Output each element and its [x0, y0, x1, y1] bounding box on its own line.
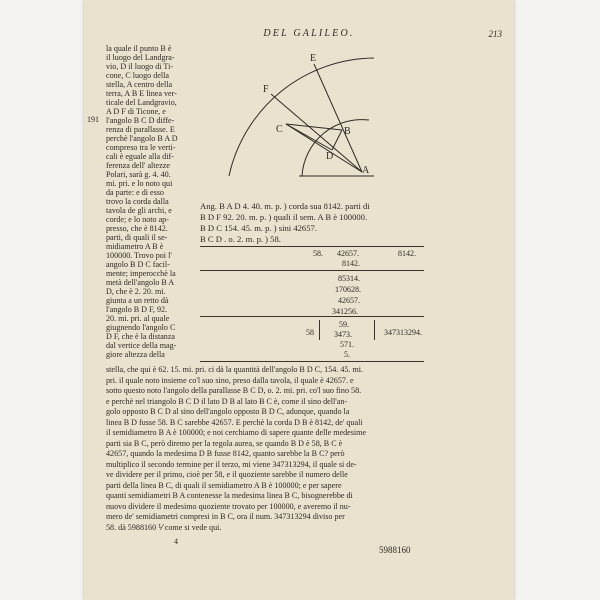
left-column-line: metà dell'angolo B A — [106, 278, 175, 287]
left-column-line: stella, A centro della — [106, 80, 173, 89]
geometric-diagram — [224, 50, 374, 180]
page-content — [84, 0, 514, 600]
left-column-line: mi. pri. e lo noto qui — [106, 179, 173, 188]
left-column-line: angolo B D C facil- — [106, 260, 170, 269]
left-column-line: terra, A B E linea ver- — [106, 89, 177, 98]
body-line: multiplico il secondo termine per il terzo, mi viene 347313294, il quale si de- — [106, 459, 357, 469]
left-column-line: renza di parallasse. E — [106, 125, 175, 134]
left-column-line: l'angolo B C D diffe- — [106, 116, 175, 125]
left-column-line: vio, D il luogo di Ti- — [106, 62, 174, 71]
body-line: 58. dà 5988160 ⅟ come si vede qui. — [106, 522, 222, 532]
label-D: D — [326, 151, 334, 162]
left-column-line: giunta a un retto dà — [106, 296, 169, 305]
left-column-line: presso, che è 8142. — [106, 224, 168, 233]
divisor: 58 — [306, 328, 314, 337]
left-column-line: A D F di Ticone, e — [106, 107, 166, 116]
outer-arc — [229, 58, 374, 176]
body-line: 42657, quando la medesima D B fusse 8142, quanto sarebbe la B C? però — [106, 449, 345, 458]
dividend: 42657. — [337, 249, 359, 258]
left-column-line: giugnendo l'angolo C — [106, 323, 176, 332]
body-line: ve dividere per il primo, cioè per 58, e il quoziente sarebbe il numero delle — [106, 470, 348, 479]
line-AE — [314, 64, 362, 172]
multiplier: 8142. — [342, 259, 360, 268]
left-column-line: ticale del Landgravio, — [106, 98, 177, 107]
body-line: golo opposto B C D al sino dell'angolo opposto B D C, adunque, quando la — [106, 407, 350, 416]
angle-row: B C D . o. 2. m. p. ) 58. — [200, 234, 281, 244]
body-line: quanti semidiametri B A contenesse la medesima linea B C, bisognerebbe di — [106, 491, 353, 500]
left-column-line: D F, che è la distanza — [106, 332, 176, 341]
margin-note: 191 — [87, 115, 99, 124]
body-line: stella, che qui è 62. 15. mi. pri. ci dà la quantità dell'angolo B D C, 154. 45. mi. — [106, 365, 364, 374]
body-line: pri. il quale noto insieme co'l suo sino, preso dalla tavola, il quale è 42657. e — [106, 375, 354, 385]
left-column-line: il luogo del Landgra- — [106, 53, 175, 62]
remainder: 3473. — [334, 330, 352, 339]
label-B: B — [344, 126, 351, 137]
remainder: 571. — [340, 340, 354, 349]
product: 347313294. — [384, 328, 422, 337]
angle-row: Ang. B A D 4. 40. m. p. ) corda sua 8142. parti di — [200, 201, 370, 211]
left-column-line: corde; e lo noto ap- — [106, 215, 169, 224]
left-column-line: ferenza dell' altezze — [106, 161, 170, 170]
body-line: parti della linea B C, di quali il semidiametro A B è 100000; e per sapere — [106, 480, 342, 490]
label-C: C — [276, 124, 283, 135]
running-head-title: DEL GALILEO. — [263, 28, 355, 39]
label-E: E — [310, 53, 317, 64]
rule — [200, 270, 424, 271]
angle-row: B D F 92. 20. m. p. ) quali il sem. A B è 100000. — [200, 212, 368, 222]
left-column-line: la quale il punto B è — [106, 44, 172, 53]
divisor: 58. — [313, 249, 323, 258]
left-column-line: perchè l'angolo B A D — [106, 134, 178, 143]
result-number: 5988160 — [379, 545, 411, 555]
label-F: F — [263, 84, 269, 95]
page-number: 213 — [488, 29, 502, 39]
body-line: sotto questo noto l'angolo della parallasse B C D, o. 2. mi. pri. co'l suo fino 58. — [106, 386, 362, 395]
left-column-line: l'angolo B D F, 92. — [106, 305, 168, 314]
left-column-line: parti, di quali il se- — [106, 233, 168, 242]
left-column-line: compreso tra le verti- — [106, 143, 176, 152]
body-line: parti sia B C, però diremo per la regola aurea, se quando B D è 58, B C è — [106, 438, 343, 448]
left-column-line: midiametro A B è — [106, 242, 164, 251]
inner-arc — [302, 120, 369, 176]
body-line: nuovo dividere il medesimo quoziente trovato per 100000, e averemo il nu- — [106, 501, 351, 511]
partial-product: 85314. — [338, 274, 360, 283]
label-A: A — [362, 165, 370, 176]
remainder: 59. — [339, 320, 349, 329]
angle-row: B D C 154. 45. m. p. ) sini 42657. — [200, 223, 317, 233]
partial-product: 341256. — [332, 307, 358, 316]
line-DB — [332, 130, 342, 150]
body-line: il semidiametro B A è 100000; e noi cerchiamo di sapere quante delle medesime — [106, 428, 367, 437]
partial-product: 42657. — [338, 296, 360, 305]
left-column-line: Polari, sarà g. 4. 40. — [106, 170, 171, 179]
rule — [200, 316, 424, 317]
left-column-line: cone, C luogo della — [106, 71, 169, 80]
left-column-line: trovo la corda dalla — [106, 197, 169, 206]
left-column-line: da parte: e di esso — [106, 188, 164, 197]
left-column-line: mente; imperocchè la — [106, 269, 176, 278]
left-column-line: cali è eguale alla dif- — [106, 152, 174, 161]
signature-mark: 4 — [174, 537, 178, 546]
body-line: linea B D fusse 58. B C sarebbe 42657. E perchè la corda D B è 8142, de' quali — [106, 417, 363, 427]
left-column-line: 20. mi. pri. al quale — [106, 314, 170, 323]
division-bar — [319, 320, 320, 340]
body-line: e perchè nel triangolo B C D il lato D B al lato B C è, come il sino dell'an- — [106, 396, 348, 406]
body-line: mero de' semidiametri compresi in B C, ora il num. 347313294 diviso per — [106, 512, 345, 521]
left-column-line: 100000. Trovo poi l' — [106, 251, 172, 260]
left-column-line: dal vertice della mag- — [106, 341, 177, 350]
rule — [200, 361, 424, 362]
partial-product: 170628. — [335, 285, 361, 294]
division-bar — [374, 320, 375, 340]
left-column-line: tavola de gli archi, e — [106, 206, 172, 215]
left-column-line: giore altezza della — [106, 350, 165, 359]
left-column-line: D, che è 2. 20. mi. — [106, 287, 166, 296]
book-page — [84, 0, 514, 600]
remainder: 5. — [344, 350, 350, 359]
rule — [200, 246, 424, 247]
quotient: 8142. — [398, 249, 416, 258]
